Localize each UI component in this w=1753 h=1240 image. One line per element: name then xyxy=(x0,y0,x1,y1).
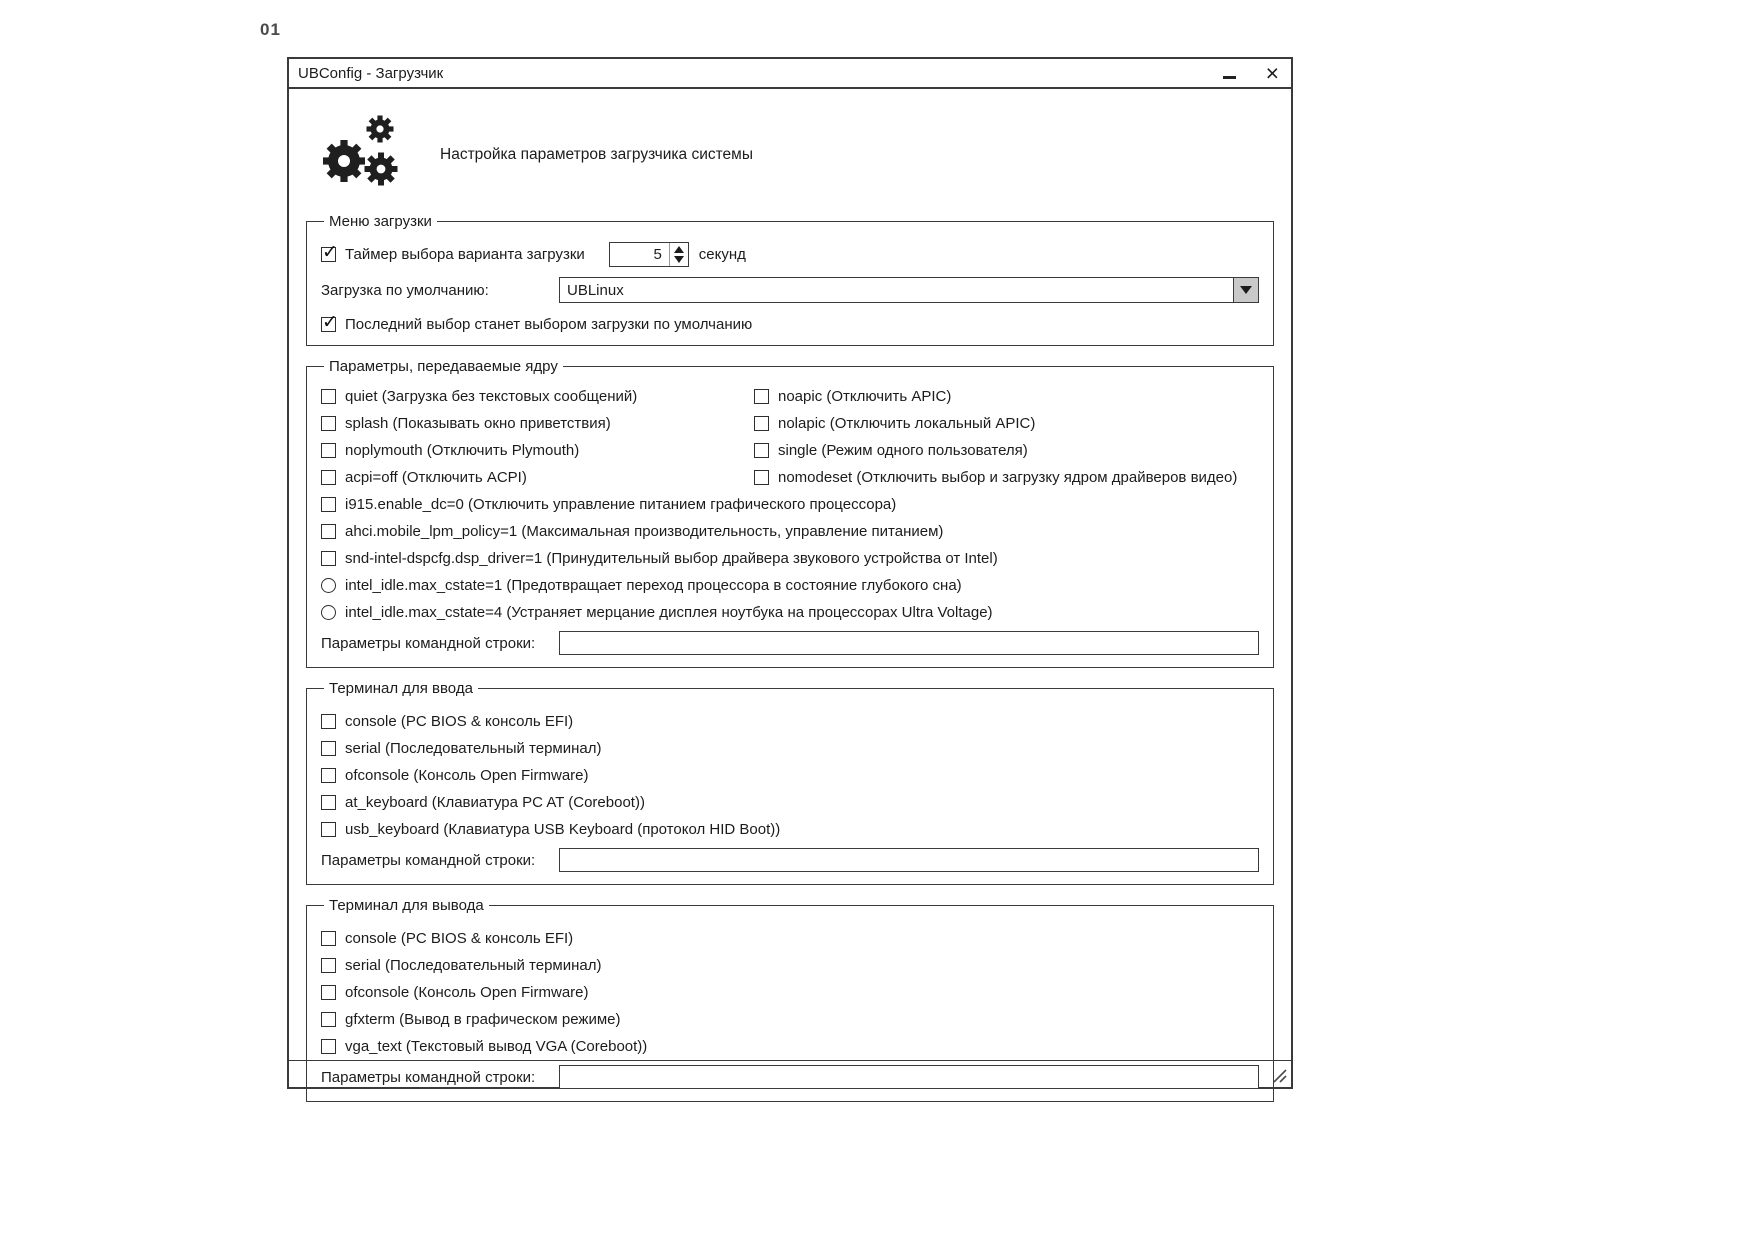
checkbox-label: ofconsole (Консоль Open Firmware) xyxy=(345,766,589,784)
kernel-params-grid xyxy=(321,387,1259,486)
checkbox-quiet[interactable] xyxy=(321,387,754,405)
radio-label: intel_idle.max_cstate=4 (Устраняет мерцание дисплея ноутбука на процессорах Ultra Voltage) xyxy=(345,603,993,621)
checkbox-noapic[interactable] xyxy=(754,387,1259,405)
checkbox-output-gfxterm[interactable] xyxy=(321,1010,1259,1028)
window-title: UBConfig - Загрузчик xyxy=(298,64,444,82)
checkbox-box xyxy=(321,551,336,566)
resize-grip-icon[interactable] xyxy=(1273,1069,1287,1083)
checkbox-label: usb_keyboard (Клавиатура USB Keyboard (протокол HID Boot)) xyxy=(345,820,781,838)
chevron-down-icon xyxy=(1240,286,1252,294)
checkbox-box xyxy=(321,985,336,1000)
checkbox-input-console[interactable] xyxy=(321,712,1259,730)
checkbox-box xyxy=(321,1039,336,1054)
checkbox-snd-intel-dspcfg[interactable] xyxy=(321,549,1259,567)
input-cmdline-row xyxy=(321,848,1259,872)
radio-intel-idle-max-cstate-4[interactable] xyxy=(321,603,1259,621)
close-icon[interactable]: × xyxy=(1265,59,1279,86)
checkbox-label: noapic (Отключить APIC) xyxy=(778,387,952,405)
title-bar[interactable] xyxy=(289,59,1291,89)
checkbox-box xyxy=(321,389,336,404)
checkbox-label: splash (Показывать окно приветствия) xyxy=(345,414,611,432)
checkbox-label: console (PC BIOS & консоль EFI) xyxy=(345,712,574,730)
checkbox-label: ahci.mobile_lpm_policy=1 (Максимальная производительность, управление питанием) xyxy=(345,522,944,540)
checkbox-label: acpi=off (Отключить ACPI) xyxy=(345,468,527,486)
timer-spinner-buttons xyxy=(669,243,688,266)
checkbox-label: nomodeset (Отключить выбор и загрузку ядром драйверов видео) xyxy=(778,468,1238,486)
checkbox-output-vga-text[interactable] xyxy=(321,1037,1259,1055)
checkbox-input-serial[interactable] xyxy=(321,739,1259,757)
checkbox-label: gfxterm (Вывод в графическом режиме) xyxy=(345,1010,621,1028)
checkbox-box xyxy=(321,497,336,512)
checkbox-label: serial (Последовательный терминал) xyxy=(345,956,602,974)
default-boot-combobox[interactable] xyxy=(559,277,1259,303)
radio-intel-idle-max-cstate-1[interactable] xyxy=(321,576,1259,594)
checkbox-label: at_keyboard (Клавиатура PC AT (Coreboot)) xyxy=(345,793,645,811)
checkbox-box xyxy=(754,389,769,404)
radio-button xyxy=(321,578,336,593)
radio-label: intel_idle.max_cstate=1 (Предотвращает переход процессора в состояние глубокого сна) xyxy=(345,576,962,594)
spin-down-icon[interactable] xyxy=(674,256,684,263)
boot-timer-row xyxy=(321,242,1259,267)
group-terminal-input xyxy=(306,680,1274,885)
checkbox-nomodeset[interactable] xyxy=(754,468,1259,486)
checkbox-box xyxy=(754,443,769,458)
checkbox-box xyxy=(321,714,336,729)
checkbox-box xyxy=(321,741,336,756)
checkbox-last-choice-default[interactable] xyxy=(321,315,1259,333)
checkbox-input-usb-keyboard[interactable] xyxy=(321,820,1259,838)
radio-button xyxy=(321,605,336,620)
spin-up-icon[interactable] xyxy=(674,246,684,253)
group-kernel-params-legend: Параметры, передаваемые ядру xyxy=(329,358,558,375)
checkbox-label: noplymouth (Отключить Plymouth) xyxy=(345,441,580,459)
kernel-cmdline-row xyxy=(321,631,1259,655)
checkbox-label: vga_text (Текстовый вывод VGA (Coreboot)) xyxy=(345,1037,648,1055)
default-boot-row xyxy=(321,277,1259,303)
combobox-selected-value: UBLinux xyxy=(567,281,624,299)
figure-label: 01 xyxy=(260,20,281,39)
checkbox-single[interactable] xyxy=(754,441,1259,459)
header-description: Настройка параметров загрузчика системы xyxy=(440,146,753,163)
checkbox-box xyxy=(754,470,769,485)
checkbox-nolapic[interactable] xyxy=(754,414,1259,432)
header-row xyxy=(318,113,1274,197)
checkbox-noplymouth[interactable] xyxy=(321,441,754,459)
checkbox-output-serial[interactable] xyxy=(321,956,1259,974)
checkbox-output-console[interactable] xyxy=(321,929,1259,947)
default-boot-label: Загрузка по умолчанию: xyxy=(321,281,489,299)
group-terminal-output-legend: Терминал для вывода xyxy=(329,897,484,914)
kernel-cmdline-input[interactable] xyxy=(559,631,1259,655)
checkbox-label: quiet (Загрузка без текстовых сообщений) xyxy=(345,387,638,405)
input-cmdline-label: Параметры командной строки: xyxy=(321,851,536,869)
checkbox-input-ofconsole[interactable] xyxy=(321,766,1259,784)
checkbox-box xyxy=(321,247,336,262)
checkbox-ahci-mobile-lpm-policy[interactable] xyxy=(321,522,1259,540)
group-boot-menu-legend: Меню загрузки xyxy=(329,213,432,230)
checkbox-label: i915.enable_dc=0 (Отключить управление питанием графического процессора) xyxy=(345,495,897,513)
checkbox-label: nolapic (Отключить локальный APIC) xyxy=(778,414,1036,432)
group-kernel-params xyxy=(306,358,1274,668)
checkbox-label: Последний выбор станет выбором загрузки по умолчанию xyxy=(345,315,753,333)
checkbox-label: serial (Последовательный терминал) xyxy=(345,739,602,757)
group-terminal-input-legend: Терминал для ввода xyxy=(329,680,473,697)
checkbox-box xyxy=(321,416,336,431)
checkbox-input-at-keyboard[interactable] xyxy=(321,793,1259,811)
group-boot-menu xyxy=(306,213,1274,346)
timer-unit-label: секунд xyxy=(698,246,746,263)
checkbox-splash[interactable] xyxy=(321,414,754,432)
status-bar xyxy=(289,1060,1291,1087)
checkbox-box xyxy=(321,795,336,810)
checkbox-box xyxy=(321,470,336,485)
input-cmdline-input[interactable] xyxy=(559,848,1259,872)
window-controls xyxy=(1223,59,1279,86)
checkbox-boot-timer[interactable] xyxy=(321,246,585,264)
checkbox-label: console (PC BIOS & консоль EFI) xyxy=(345,929,574,947)
checkbox-box xyxy=(321,317,336,332)
checkbox-box xyxy=(321,822,336,837)
output-cmdline-label: Параметры командной строки: xyxy=(321,1068,536,1086)
checkbox-box xyxy=(321,768,336,783)
checkbox-label: single (Режим одного пользователя) xyxy=(778,441,1028,459)
checkbox-label: snd-intel-dspcfg.dsp_driver=1 (Принудительный выбор драйвера звукового устройства от Intel) xyxy=(345,549,998,567)
gears-icon xyxy=(318,115,410,195)
checkbox-box xyxy=(321,931,336,946)
checkbox-box xyxy=(321,524,336,539)
combobox-dropdown-button[interactable] xyxy=(1233,278,1258,302)
window-content xyxy=(289,89,1291,1086)
minimize-icon[interactable] xyxy=(1223,76,1236,79)
checkbox-box xyxy=(321,1012,336,1027)
checkbox-i915-enable-dc[interactable] xyxy=(321,495,1259,513)
timer-spinner-value[interactable]: 5 xyxy=(653,246,662,263)
checkbox-label: Таймер выбора варианта загрузки xyxy=(345,246,585,263)
kernel-cmdline-label: Параметры командной строки: xyxy=(321,634,536,652)
checkbox-box xyxy=(321,443,336,458)
ubconfig-window xyxy=(287,57,1293,1089)
checkbox-label: ofconsole (Консоль Open Firmware) xyxy=(345,983,589,1001)
checkbox-acpi-off[interactable] xyxy=(321,468,754,486)
checkbox-box xyxy=(754,416,769,431)
timer-spinner[interactable] xyxy=(609,242,689,267)
checkbox-box xyxy=(321,958,336,973)
checkbox-output-ofconsole[interactable] xyxy=(321,983,1259,1001)
